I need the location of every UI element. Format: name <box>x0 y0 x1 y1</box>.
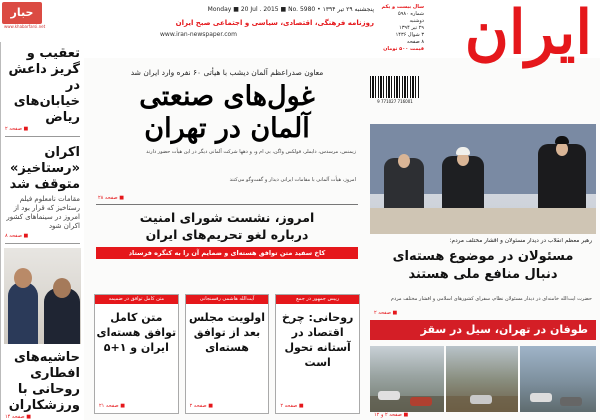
website-url[interactable]: www.iran-newspaper.com <box>160 31 238 38</box>
barcode <box>370 76 420 118</box>
barcode-icon <box>370 76 420 98</box>
left-story-body: مقامات نامعلوم فیلم رستاخیز که قرار بود از امروز در سینماهای کشور اکران شود <box>6 195 80 230</box>
flood-photo[interactable] <box>520 346 596 412</box>
flood-photo[interactable] <box>446 346 518 412</box>
flood-photo[interactable] <box>370 346 444 412</box>
left-story-title[interactable]: تعقیب و گریز داعش در خیابان‌های ریاض <box>8 46 80 125</box>
story-box-tag[interactable]: ■ صفحه ۲ <box>189 403 213 409</box>
right-tag[interactable]: ■ صفحه ۲ <box>374 310 398 316</box>
main-headline-line[interactable]: غول‌های صنعتی <box>139 81 315 112</box>
story-box[interactable] <box>94 294 179 414</box>
right-body: حضرت آیت‌الله خامنه‌ای در دیدار مسئولان نظام، سفرای کشورهای اسلامی و اقشار مختلف مردم <box>390 296 592 302</box>
leader-meeting-photo[interactable] <box>370 124 596 234</box>
masthead-info <box>160 6 374 38</box>
main-kicker: معاون صدراعظم آلمان دیشب با هیأتی ۶۰ نفره وارد ایران شد <box>130 68 324 77</box>
main-body: زیمنس، مرسدس، دایملر، فولکس واگن، بی ام و، و دهها شرکت آلمانی دیگر در این هیأت حضور دارند <box>146 149 356 155</box>
date-line: پنجشنبه ۲۹ تیر ۱۳۹۴ • Monday ■ 20 Jul . 2015 ■ No. 5980 <box>207 6 374 13</box>
story-box-title[interactable]: اولویت مجلس بعد از توافق هسته‌ای <box>188 311 265 354</box>
main-headline-line[interactable]: آلمان در تهران <box>144 113 310 144</box>
issue-line: سال بیست و یکم <box>381 4 424 10</box>
photo-caption: رهبر معظم انقلاب در دیدار مسئولان و اقشار مختلف مردم: <box>449 238 592 244</box>
story-box[interactable] <box>275 294 360 414</box>
right-headline[interactable] <box>370 248 596 284</box>
right-headline-line[interactable]: مسئولان در موضوع هسته‌ای <box>392 249 574 264</box>
right-headline-line[interactable]: دنبال منافع ملی هستند <box>408 267 558 282</box>
masthead-subtitle: روزنامه فرهنگی، اقتصادی، سیاسی و اجتماعی صبح ایران <box>175 19 374 27</box>
story-box-label: آیت‌الله هاشمی رفسنجانی <box>186 295 269 304</box>
main-tag[interactable]: ■ صفحه ۲۸ <box>98 195 124 201</box>
flood-tag[interactable]: ■ صفحه ۲ و ۱۲ <box>374 412 409 418</box>
story-box[interactable] <box>185 294 270 414</box>
story-box-title[interactable]: متن کامل توافق هسته‌ای ایران و ۱+۵ <box>96 311 177 354</box>
story-box-tag[interactable]: ■ صفحه ۲۱ <box>98 403 125 409</box>
center-column <box>88 58 366 420</box>
issue-line: ۲۹ تیر ۱۳۹۴ <box>399 25 424 31</box>
flood-title[interactable]: طوفان در تهران، سیل در سقز <box>370 320 596 340</box>
divider <box>5 243 80 244</box>
issue-line: شماره ۵۹۸۰ <box>398 11 424 17</box>
masthead <box>0 0 600 68</box>
newspaper-logo[interactable]: ایران <box>464 0 592 68</box>
issue-line: دوشنبه <box>409 18 424 24</box>
issue-line: ۸ صفحه <box>407 39 424 45</box>
story-box-label: متن کامل توافق در ضمیمه <box>95 295 178 304</box>
main-headline[interactable] <box>88 81 366 145</box>
left-story-tag[interactable]: ■ صفحه ۱۴ <box>5 414 31 420</box>
left-story-tag[interactable]: ■ صفحه ۸ <box>5 233 29 239</box>
story-box-label: رییس جمهور در جمع <box>276 295 359 304</box>
main-body: امروز، هیأت آلمانی با مقامات ایرانی دیدار و گفت‌وگو می‌کنند <box>229 177 356 183</box>
left-column <box>0 42 84 420</box>
issue-line: ۳ شوال ۱۴۳۶ <box>395 32 424 38</box>
story-boxes <box>94 294 360 414</box>
athletes-photo[interactable] <box>4 248 81 344</box>
second-headline[interactable] <box>88 209 366 243</box>
red-banner[interactable]: کاخ سفید متن توافق هسته‌ای و ضمایم آن را به کنگره فرستاد <box>96 247 358 259</box>
story-box-title[interactable]: روحانی: چرخ اقتصاد در آستانه تحول است <box>281 311 354 369</box>
source-stamp: حبار <box>2 2 42 24</box>
left-story-title[interactable]: حاشیه‌های افطاری روحانی با ورزشکاران <box>8 350 80 413</box>
left-story-title[interactable]: اکران «رستاخیز» متوقف شد <box>9 145 80 192</box>
second-headline-line[interactable]: امروز، نشست شورای امنیت <box>139 210 315 225</box>
story-box-tag[interactable]: ■ صفحه ۲ <box>280 403 304 409</box>
second-headline-line[interactable]: درباره لغو تحریم‌های ایران <box>145 227 309 242</box>
barcode-number: 9 771027 716001 <box>377 99 413 104</box>
divider <box>96 204 358 205</box>
divider <box>5 136 80 137</box>
right-column <box>370 124 596 420</box>
source-stamp-url: www.khabarfarsi.net <box>4 24 46 29</box>
price: قیمت ۵۰۰ تومان <box>383 46 424 52</box>
left-story-tag[interactable]: ■ صفحه ۲ <box>5 126 29 132</box>
issue-info <box>376 4 424 68</box>
